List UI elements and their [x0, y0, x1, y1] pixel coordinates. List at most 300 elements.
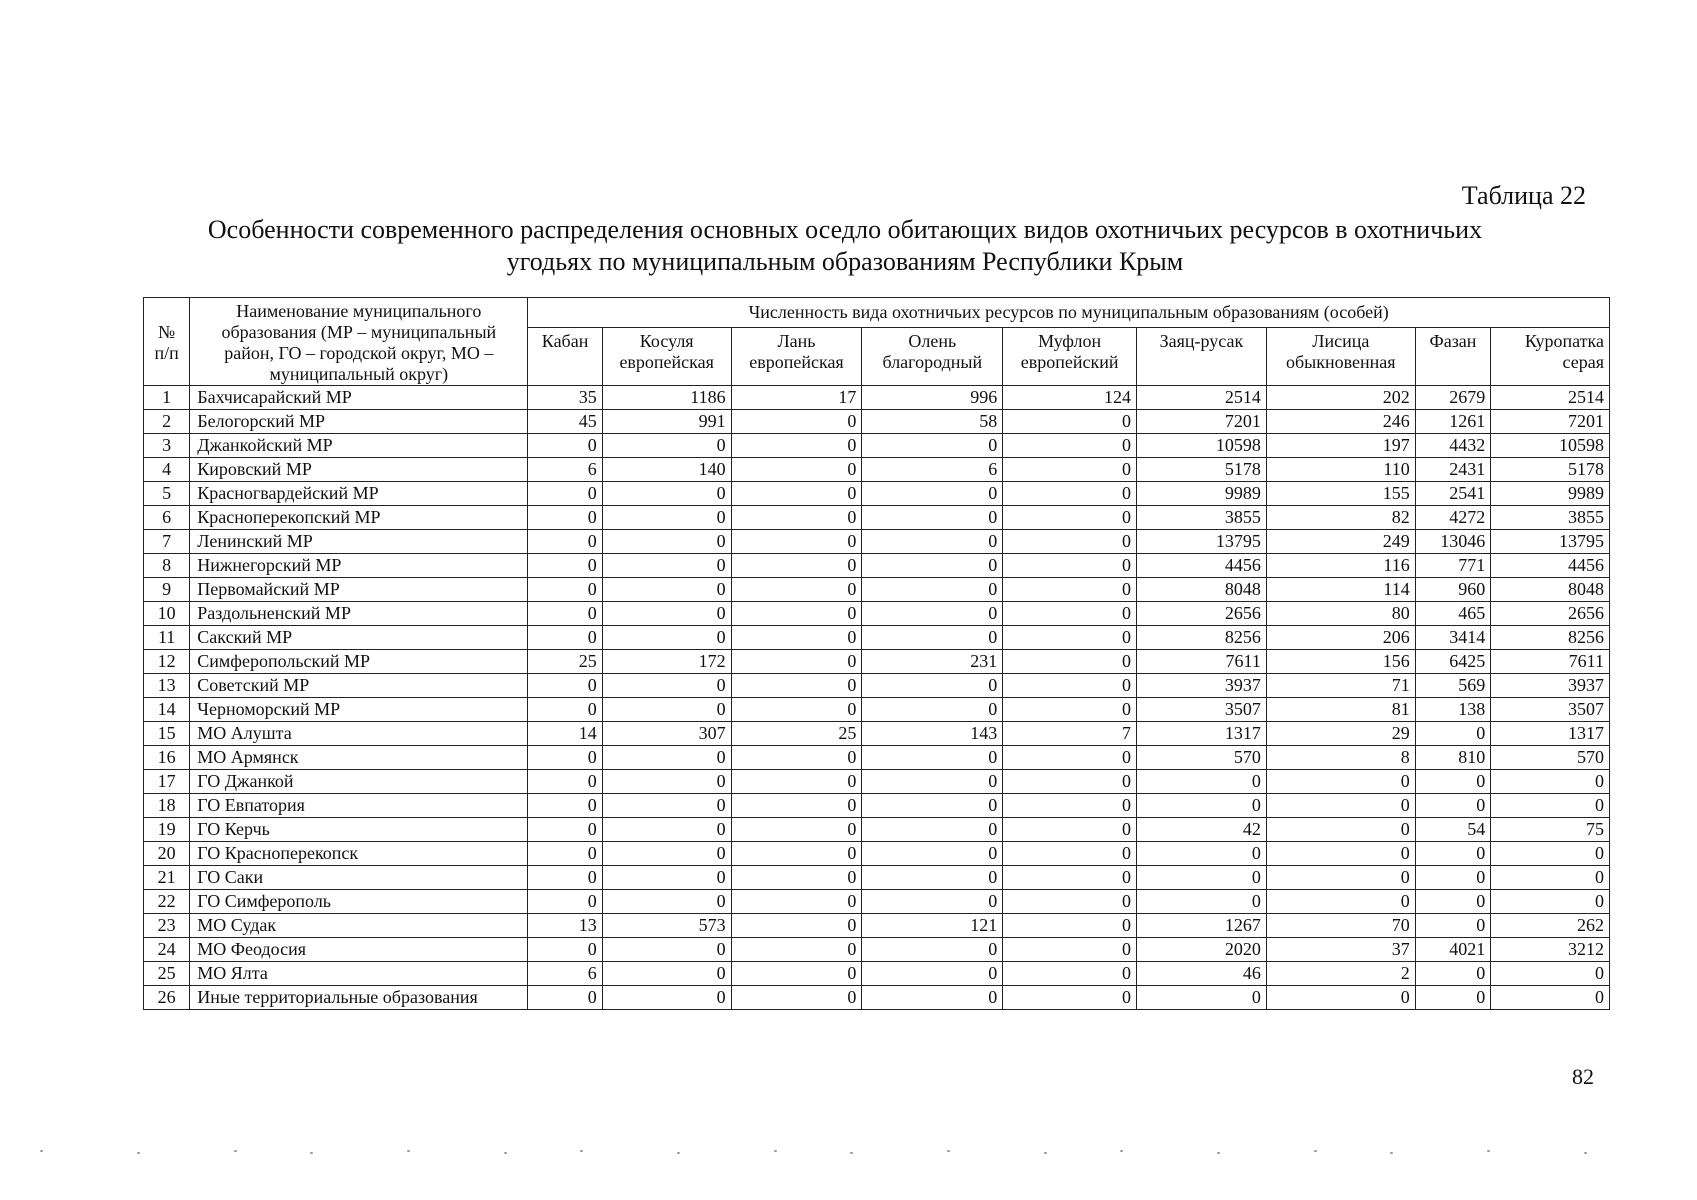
population-value-cell: 0 [862, 602, 1003, 626]
scan-speck [947, 1150, 950, 1152]
scan-speck [1314, 1150, 1317, 1152]
scan-speck [850, 1152, 853, 1154]
population-value-cell: 13795 [1491, 530, 1610, 554]
population-value-cell: 0 [602, 698, 731, 722]
population-value-cell: 307 [602, 722, 731, 746]
table-title [120, 214, 1570, 278]
population-value-cell: 114 [1266, 578, 1415, 602]
population-value-cell: 0 [528, 434, 602, 458]
population-value-cell: 25 [528, 650, 602, 674]
population-value-cell: 143 [862, 722, 1003, 746]
population-value-cell: 4021 [1415, 938, 1490, 962]
population-value-cell: 0 [528, 938, 602, 962]
municipality-name-cell: МО Феодосия [190, 938, 528, 962]
population-value-cell: 37 [1266, 938, 1415, 962]
population-value-cell: 4432 [1415, 434, 1490, 458]
row-number-cell: 24 [144, 938, 190, 962]
population-value-cell: 0 [528, 506, 602, 530]
population-value-cell: 0 [528, 770, 602, 794]
population-value-cell: 13046 [1415, 530, 1490, 554]
population-value-cell: 0 [731, 914, 862, 938]
population-value-cell: 0 [528, 674, 602, 698]
row-number-cell: 13 [144, 674, 190, 698]
table-body [144, 386, 1610, 1010]
population-value-cell: 771 [1415, 554, 1490, 578]
population-value-cell: 1317 [1137, 722, 1267, 746]
population-value-cell: 0 [528, 530, 602, 554]
population-value-cell: 0 [602, 794, 731, 818]
municipality-name-cell: МО Армянск [190, 746, 528, 770]
population-value-cell: 249 [1266, 530, 1415, 554]
population-value-cell: 7611 [1137, 650, 1267, 674]
municipality-name-cell: Красноперекопский МР [190, 506, 528, 530]
population-value-cell: 0 [1491, 770, 1610, 794]
header-species: Куропатка серая [1491, 328, 1610, 386]
header-species: Олень благородный [862, 328, 1003, 386]
population-value-cell: 0 [1003, 410, 1137, 434]
population-value-cell: 0 [1415, 986, 1490, 1010]
population-value-cell: 0 [731, 458, 862, 482]
table-row [144, 386, 1610, 410]
population-value-cell: 0 [862, 554, 1003, 578]
population-value-cell: 0 [1003, 962, 1137, 986]
population-value-cell: 0 [1003, 578, 1137, 602]
population-value-cell: 0 [1491, 962, 1610, 986]
table-label: Таблица 22 [1461, 181, 1586, 210]
population-value-cell: 960 [1415, 578, 1490, 602]
population-value-cell: 0 [602, 746, 731, 770]
population-value-cell: 140 [602, 458, 731, 482]
population-value-cell: 0 [1266, 866, 1415, 890]
row-number-cell: 22 [144, 890, 190, 914]
population-value-cell: 0 [862, 626, 1003, 650]
scan-speck [1217, 1152, 1220, 1154]
table-row [144, 770, 1610, 794]
population-value-cell: 3507 [1491, 698, 1610, 722]
population-value-cell: 0 [731, 410, 862, 434]
header-species: Косуля европейская [602, 328, 731, 386]
population-value-cell: 6 [528, 458, 602, 482]
population-value-cell: 0 [862, 938, 1003, 962]
table-row [144, 818, 1610, 842]
row-number-cell: 19 [144, 818, 190, 842]
population-value-cell: 0 [1003, 818, 1137, 842]
population-value-cell: 0 [1003, 938, 1137, 962]
population-value-cell: 0 [602, 578, 731, 602]
population-value-cell: 0 [1003, 554, 1137, 578]
population-value-cell: 5178 [1137, 458, 1267, 482]
row-number-cell: 17 [144, 770, 190, 794]
population-value-cell: 0 [731, 554, 862, 578]
population-value-cell: 0 [1415, 794, 1490, 818]
population-value-cell: 0 [731, 938, 862, 962]
population-value-cell: 121 [862, 914, 1003, 938]
population-value-cell: 2431 [1415, 458, 1490, 482]
municipality-name-cell: Бахчисарайский МР [190, 386, 528, 410]
population-value-cell: 7611 [1491, 650, 1610, 674]
population-value-cell: 70 [1266, 914, 1415, 938]
population-value-cell: 2656 [1491, 602, 1610, 626]
population-value-cell: 8256 [1491, 626, 1610, 650]
population-value-cell: 465 [1415, 602, 1490, 626]
title-line-2: угодьях по муниципальным образованиям Республики Крым [506, 247, 1184, 276]
population-value-cell: 2020 [1137, 938, 1267, 962]
row-number-cell: 12 [144, 650, 190, 674]
population-value-cell: 0 [731, 434, 862, 458]
population-value-cell: 0 [1266, 842, 1415, 866]
population-value-cell: 116 [1266, 554, 1415, 578]
population-value-cell: 0 [862, 818, 1003, 842]
population-value-cell: 991 [602, 410, 731, 434]
table-row [144, 890, 1610, 914]
population-value-cell: 0 [1003, 626, 1137, 650]
population-value-cell: 0 [862, 506, 1003, 530]
population-value-cell: 6 [528, 962, 602, 986]
population-value-cell: 996 [862, 386, 1003, 410]
population-value-cell: 156 [1266, 650, 1415, 674]
table-row [144, 986, 1610, 1010]
table-row [144, 938, 1610, 962]
row-number-cell: 15 [144, 722, 190, 746]
population-value-cell: 13 [528, 914, 602, 938]
population-value-cell: 0 [862, 434, 1003, 458]
population-value-cell: 0 [602, 986, 731, 1010]
population-value-cell: 0 [862, 698, 1003, 722]
row-number-cell: 10 [144, 602, 190, 626]
row-number-cell: 7 [144, 530, 190, 554]
population-value-cell: 54 [1415, 818, 1490, 842]
municipality-name-cell: МО Алушта [190, 722, 528, 746]
population-value-cell: 10598 [1491, 434, 1610, 458]
table-row [144, 746, 1610, 770]
population-value-cell: 0 [528, 602, 602, 626]
population-value-cell: 2656 [1137, 602, 1267, 626]
population-value-cell: 0 [1491, 794, 1610, 818]
row-number-cell: 3 [144, 434, 190, 458]
header-number: № п/п [144, 298, 190, 386]
population-value-cell: 3937 [1491, 674, 1610, 698]
population-value-cell: 0 [528, 794, 602, 818]
population-value-cell: 0 [1415, 914, 1490, 938]
population-value-cell: 0 [731, 650, 862, 674]
population-value-cell: 0 [602, 602, 731, 626]
header-population-group: Численность вида охотничьих ресурсов по муниципальным образованиям (особей) [528, 298, 1610, 328]
population-value-cell: 0 [602, 530, 731, 554]
municipality-name-cell: МО Судак [190, 914, 528, 938]
population-value-cell: 4456 [1491, 554, 1610, 578]
population-value-cell: 206 [1266, 626, 1415, 650]
population-value-cell: 29 [1266, 722, 1415, 746]
population-value-cell: 80 [1266, 602, 1415, 626]
population-value-cell: 8048 [1137, 578, 1267, 602]
population-value-cell: 0 [1137, 866, 1267, 890]
municipality-name-cell: МО Ялта [190, 962, 528, 986]
population-value-cell: 0 [1003, 914, 1137, 938]
scan-speck [677, 1152, 680, 1154]
header-species: Кабан [528, 328, 602, 386]
population-value-cell: 7201 [1137, 410, 1267, 434]
population-value-cell: 0 [731, 866, 862, 890]
table-header-row-1 [144, 298, 1610, 328]
population-value-cell: 82 [1266, 506, 1415, 530]
population-value-cell: 0 [731, 482, 862, 506]
population-value-cell: 0 [528, 746, 602, 770]
population-table [143, 297, 1610, 1010]
table-row [144, 962, 1610, 986]
population-value-cell: 42 [1137, 818, 1267, 842]
population-value-cell: 0 [1003, 866, 1137, 890]
title-line-1: Особенности современного распределения основных оседло обитающих видов охотничьих ресурсов в охотничьих [207, 215, 1483, 244]
table-row [144, 410, 1610, 434]
table-row [144, 506, 1610, 530]
population-value-cell: 0 [862, 986, 1003, 1010]
population-value-cell: 0 [528, 698, 602, 722]
population-value-cell: 9989 [1491, 482, 1610, 506]
population-value-cell: 810 [1415, 746, 1490, 770]
population-value-cell: 0 [602, 866, 731, 890]
population-value-cell: 75 [1491, 818, 1610, 842]
population-value-cell: 0 [1415, 842, 1490, 866]
municipality-name-cell: Красногвардейский МР [190, 482, 528, 506]
population-value-cell: 0 [1415, 722, 1490, 746]
table-row [144, 866, 1610, 890]
scan-speck [310, 1152, 313, 1154]
population-value-cell: 71 [1266, 674, 1415, 698]
scan-speck [1120, 1150, 1123, 1152]
population-value-cell: 0 [862, 674, 1003, 698]
population-value-cell: 0 [731, 626, 862, 650]
municipality-name-cell: Нижнегорский МР [190, 554, 528, 578]
municipality-name-cell: Джанкойский МР [190, 434, 528, 458]
table-row [144, 578, 1610, 602]
municipality-name-cell: Черноморский МР [190, 698, 528, 722]
population-value-cell: 3507 [1137, 698, 1267, 722]
municipality-name-cell: ГО Джанкой [190, 770, 528, 794]
row-number-cell: 9 [144, 578, 190, 602]
row-number-cell: 2 [144, 410, 190, 434]
scan-speck [1487, 1150, 1490, 1152]
population-value-cell: 0 [1491, 986, 1610, 1010]
population-value-cell: 0 [862, 890, 1003, 914]
population-value-cell: 5178 [1491, 458, 1610, 482]
header-species: Заяц-русак [1137, 328, 1267, 386]
population-value-cell: 81 [1266, 698, 1415, 722]
population-value-cell: 0 [1003, 482, 1137, 506]
population-value-cell: 3937 [1137, 674, 1267, 698]
population-value-cell: 0 [862, 842, 1003, 866]
header-species: Фазан [1415, 328, 1490, 386]
population-value-cell: 0 [528, 818, 602, 842]
population-value-cell: 0 [731, 602, 862, 626]
population-value-cell: 8 [1266, 746, 1415, 770]
population-value-cell: 14 [528, 722, 602, 746]
population-value-cell: 2514 [1137, 386, 1267, 410]
population-value-cell: 0 [1415, 890, 1490, 914]
population-value-cell: 0 [731, 842, 862, 866]
population-value-cell: 0 [1003, 530, 1137, 554]
population-value-cell: 0 [862, 578, 1003, 602]
population-value-cell: 0 [862, 962, 1003, 986]
population-value-cell: 4456 [1137, 554, 1267, 578]
row-number-cell: 25 [144, 962, 190, 986]
row-number-cell: 14 [144, 698, 190, 722]
population-value-cell: 0 [1415, 770, 1490, 794]
table-row [144, 626, 1610, 650]
table-row [144, 458, 1610, 482]
population-value-cell: 0 [862, 794, 1003, 818]
municipality-name-cell: Иные территориальные образования [190, 986, 528, 1010]
population-value-cell: 0 [862, 866, 1003, 890]
population-value-cell: 0 [1266, 890, 1415, 914]
population-value-cell: 0 [602, 506, 731, 530]
population-value-cell: 0 [528, 890, 602, 914]
row-number-cell: 1 [144, 386, 190, 410]
table-row [144, 530, 1610, 554]
population-value-cell: 0 [1003, 746, 1137, 770]
population-value-cell: 1317 [1491, 722, 1610, 746]
population-value-cell: 0 [602, 554, 731, 578]
population-value-cell: 0 [1003, 650, 1137, 674]
population-value-cell: 2679 [1415, 386, 1490, 410]
municipality-name-cell: Кировский МР [190, 458, 528, 482]
population-value-cell: 0 [1137, 986, 1267, 1010]
population-value-cell: 0 [1491, 890, 1610, 914]
row-number-cell: 16 [144, 746, 190, 770]
row-number-cell: 4 [144, 458, 190, 482]
population-value-cell: 0 [602, 938, 731, 962]
population-value-cell: 197 [1266, 434, 1415, 458]
table-row [144, 698, 1610, 722]
table-row [144, 482, 1610, 506]
population-value-cell: 0 [1003, 770, 1137, 794]
header-municipality: Наименование муниципального образования (МР – муниципальный район, ГО – городской округ, МО – муниципальный округ) [190, 298, 528, 386]
population-value-cell: 0 [1491, 866, 1610, 890]
population-value-cell: 0 [731, 962, 862, 986]
table-row [144, 722, 1610, 746]
population-value-cell: 3855 [1491, 506, 1610, 530]
population-value-cell: 172 [602, 650, 731, 674]
population-value-cell: 0 [731, 674, 862, 698]
municipality-name-cell: Сакский МР [190, 626, 528, 650]
municipality-name-cell: ГО Симферополь [190, 890, 528, 914]
population-value-cell: 0 [1266, 986, 1415, 1010]
population-value-cell: 0 [862, 770, 1003, 794]
population-value-cell: 0 [1137, 890, 1267, 914]
population-value-cell: 6 [862, 458, 1003, 482]
population-value-cell: 2514 [1491, 386, 1610, 410]
municipality-name-cell: ГО Красноперекопск [190, 842, 528, 866]
table-row [144, 842, 1610, 866]
population-value-cell: 0 [602, 674, 731, 698]
population-value-cell: 7201 [1491, 410, 1610, 434]
population-value-cell: 138 [1415, 698, 1490, 722]
population-value-cell: 0 [731, 578, 862, 602]
header-species: Муфлон европейский [1003, 328, 1137, 386]
population-value-cell: 0 [528, 986, 602, 1010]
population-value-cell: 0 [731, 530, 862, 554]
population-value-cell: 4272 [1415, 506, 1490, 530]
population-value-cell: 0 [1003, 434, 1137, 458]
population-value-cell: 0 [1003, 794, 1137, 818]
population-value-cell: 1186 [602, 386, 731, 410]
population-value-cell: 0 [1415, 866, 1490, 890]
population-value-cell: 0 [862, 530, 1003, 554]
population-value-cell: 13795 [1137, 530, 1267, 554]
population-value-cell: 0 [1137, 794, 1267, 818]
row-number-cell: 26 [144, 986, 190, 1010]
population-value-cell: 10598 [1137, 434, 1267, 458]
population-value-cell: 58 [862, 410, 1003, 434]
population-value-cell: 0 [602, 842, 731, 866]
population-value-cell: 0 [862, 746, 1003, 770]
population-value-cell: 124 [1003, 386, 1137, 410]
population-value-cell: 0 [731, 746, 862, 770]
header-species: Лань европейская [731, 328, 862, 386]
scan-speck [40, 1150, 43, 1152]
population-value-cell: 231 [862, 650, 1003, 674]
population-value-cell: 0 [1415, 962, 1490, 986]
population-value-cell: 3414 [1415, 626, 1490, 650]
population-value-cell: 17 [731, 386, 862, 410]
population-value-cell: 45 [528, 410, 602, 434]
population-value-cell: 0 [1003, 506, 1137, 530]
municipality-name-cell: Белогорский МР [190, 410, 528, 434]
population-value-cell: 246 [1266, 410, 1415, 434]
population-value-cell: 0 [602, 482, 731, 506]
population-value-cell: 0 [731, 890, 862, 914]
table-row [144, 434, 1610, 458]
population-value-cell: 0 [1137, 842, 1267, 866]
population-value-cell: 0 [602, 962, 731, 986]
population-value-cell: 110 [1266, 458, 1415, 482]
row-number-cell: 18 [144, 794, 190, 818]
population-value-cell: 569 [1415, 674, 1490, 698]
population-value-cell: 0 [528, 482, 602, 506]
table-row [144, 602, 1610, 626]
scan-speck [774, 1150, 777, 1152]
population-value-cell: 0 [1003, 986, 1137, 1010]
population-value-cell: 3212 [1491, 938, 1610, 962]
population-value-cell: 1261 [1415, 410, 1490, 434]
population-value-cell: 46 [1137, 962, 1267, 986]
population-value-cell: 0 [1137, 770, 1267, 794]
row-number-cell: 20 [144, 842, 190, 866]
population-value-cell: 0 [1266, 818, 1415, 842]
municipality-name-cell: Раздольненский МР [190, 602, 528, 626]
population-value-cell: 0 [731, 770, 862, 794]
population-value-cell: 0 [528, 626, 602, 650]
population-value-cell: 0 [1491, 842, 1610, 866]
table-row [144, 650, 1610, 674]
scan-speck [580, 1150, 583, 1152]
municipality-name-cell: Симферопольский МР [190, 650, 528, 674]
population-value-cell: 0 [528, 554, 602, 578]
municipality-name-cell: ГО Керчь [190, 818, 528, 842]
table-row [144, 674, 1610, 698]
population-value-cell: 0 [528, 866, 602, 890]
population-value-cell: 0 [1266, 770, 1415, 794]
scan-speck [1390, 1152, 1393, 1154]
municipality-name-cell: ГО Саки [190, 866, 528, 890]
population-value-cell: 570 [1491, 746, 1610, 770]
population-value-cell: 262 [1491, 914, 1610, 938]
population-value-cell: 7 [1003, 722, 1137, 746]
population-value-cell: 0 [1266, 794, 1415, 818]
population-value-cell: 0 [731, 698, 862, 722]
population-value-cell: 202 [1266, 386, 1415, 410]
population-value-cell: 0 [731, 794, 862, 818]
population-value-cell: 8048 [1491, 578, 1610, 602]
